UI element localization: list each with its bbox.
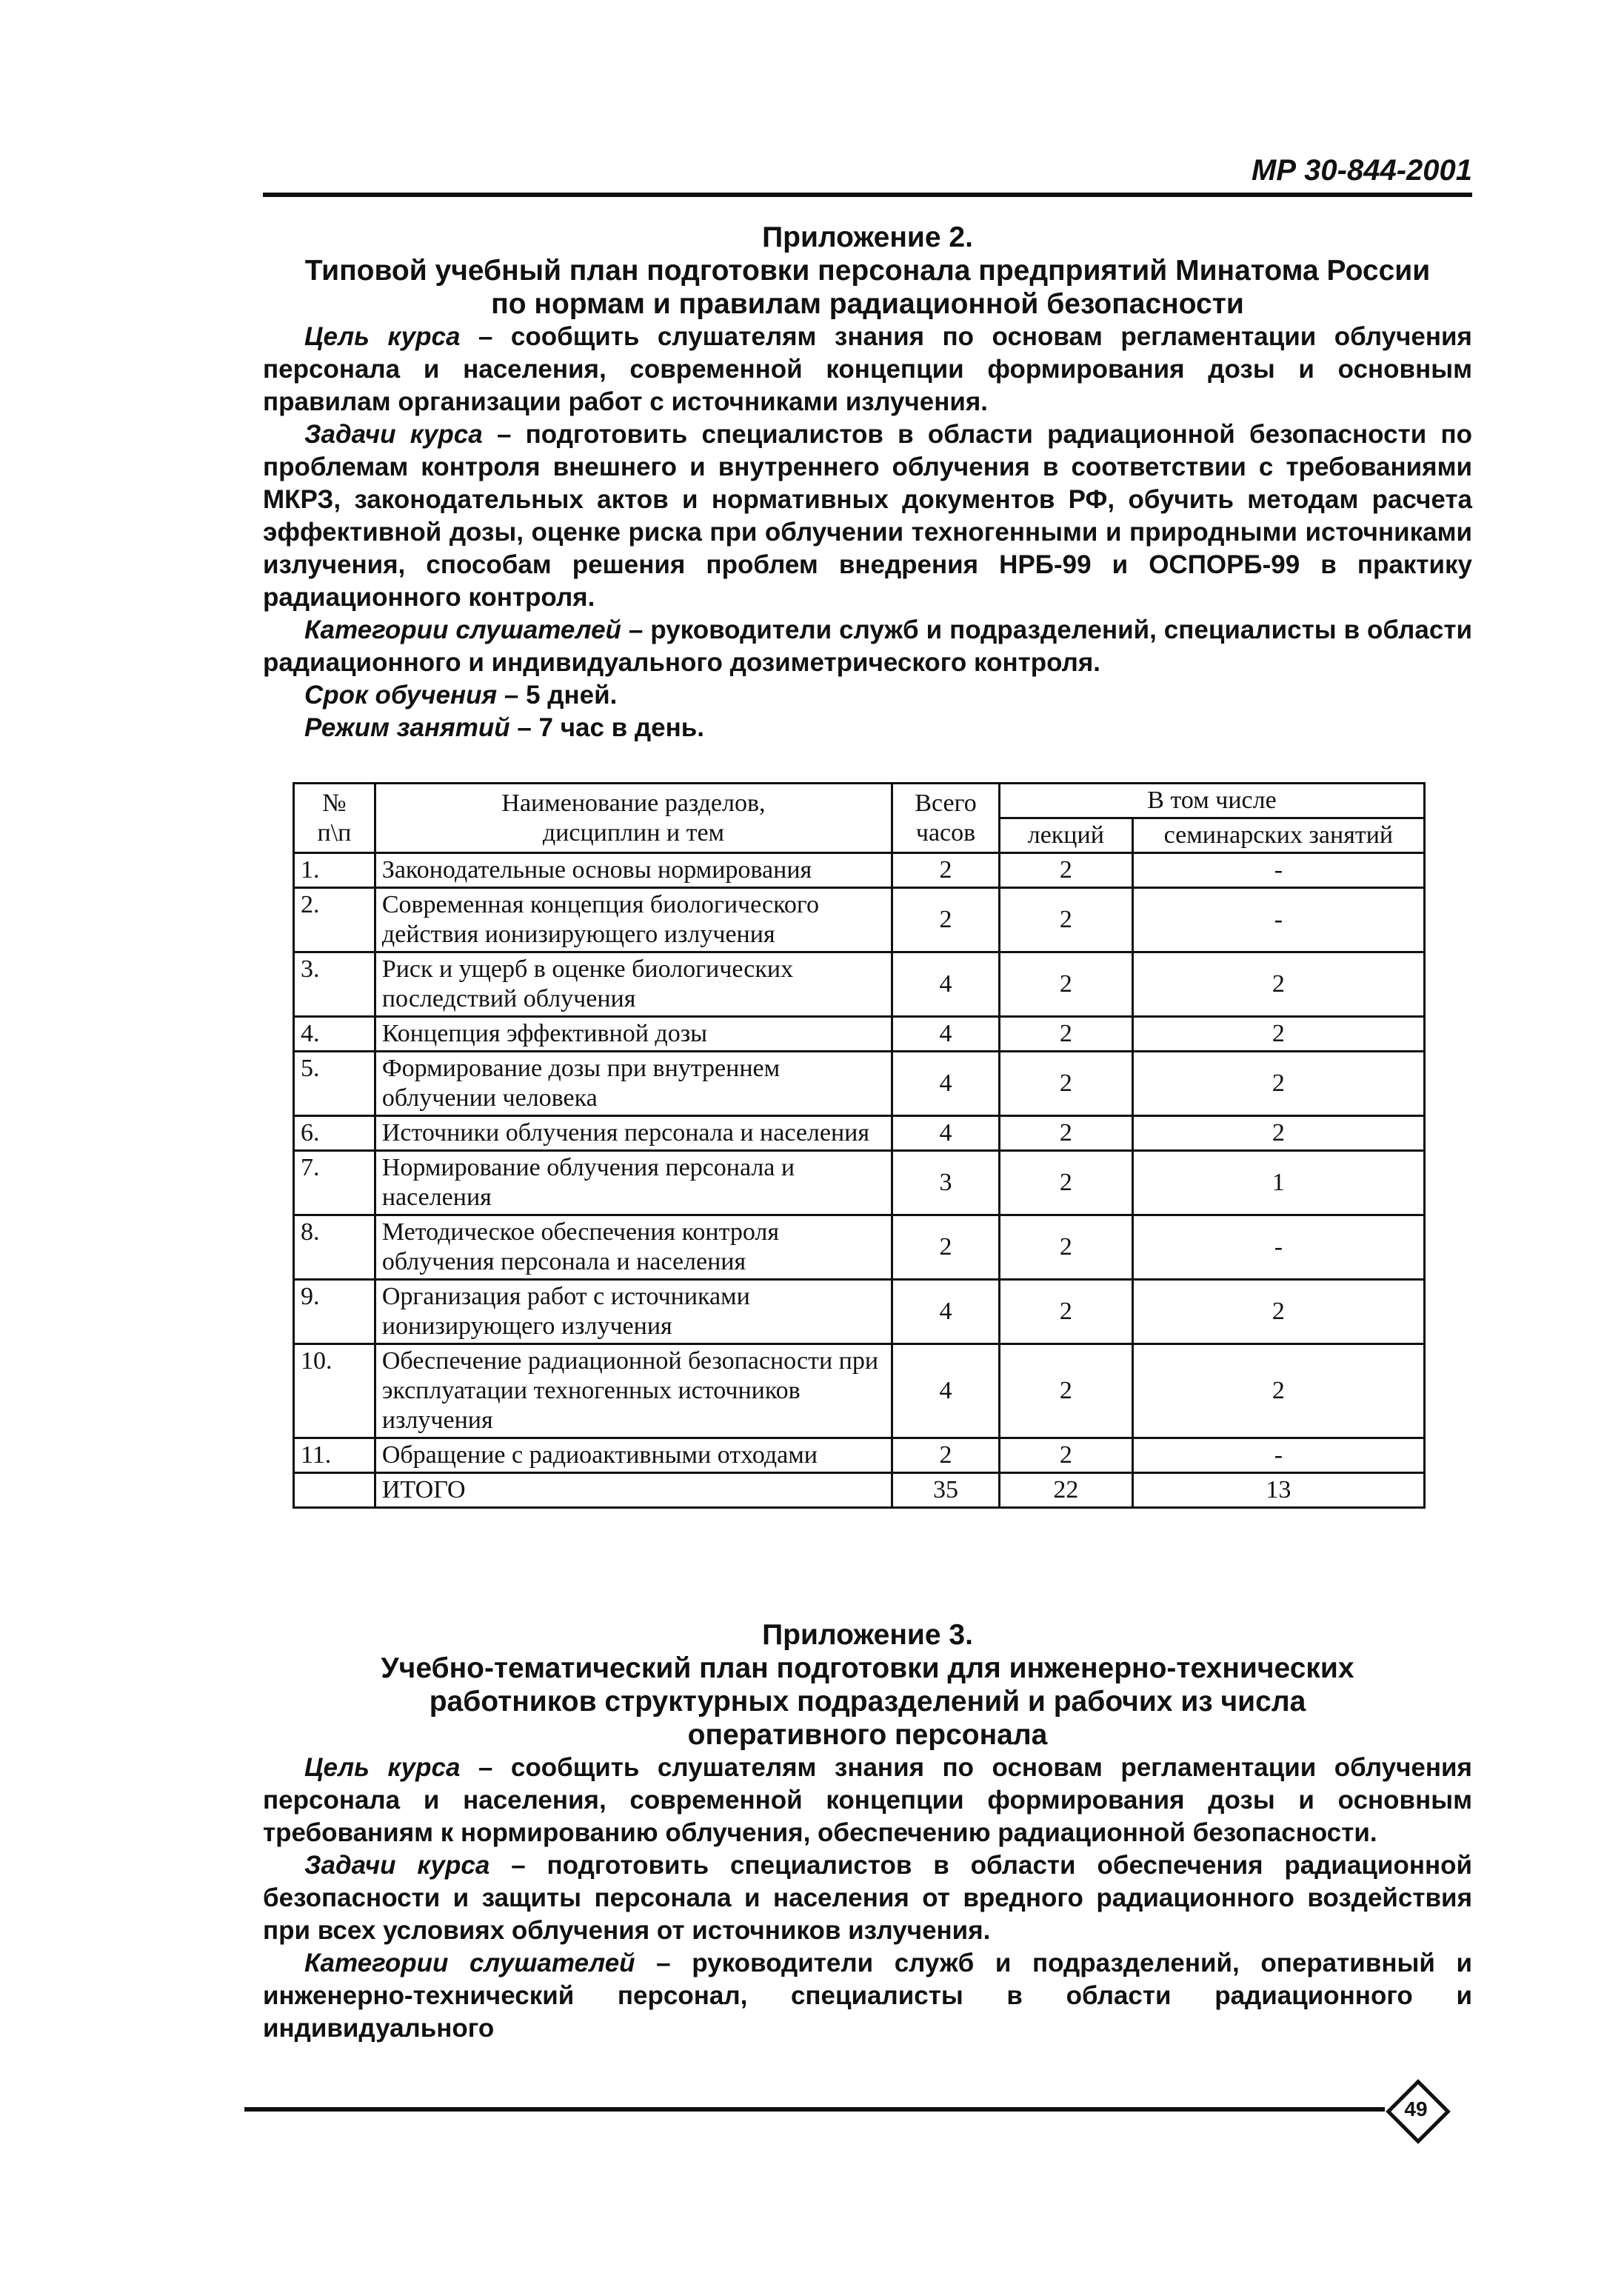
row-total: 4 [892, 1280, 1000, 1344]
table-total-row [294, 1473, 1425, 1508]
table-row [294, 1215, 1425, 1280]
header-including: В том числе [999, 784, 1424, 818]
row-total: 2 [892, 1215, 1000, 1280]
row-num: 6. [294, 1116, 375, 1151]
appendix2-section [263, 221, 1472, 744]
row-total: 4 [892, 1344, 1000, 1438]
row-lectures: 22 [999, 1473, 1132, 1508]
row-seminars: 2 [1132, 1052, 1424, 1116]
tasks-term: Задачи курса [304, 1851, 490, 1880]
duration-text: – 5 дней. [497, 681, 618, 710]
row-num [294, 1473, 375, 1508]
row-lectures: 2 [999, 1438, 1132, 1473]
appendix2-label: Приложение 2. [762, 221, 973, 253]
table-row [294, 1052, 1425, 1116]
row-name: Риск и ущерб в оценке биологических последствий облучения [375, 952, 892, 1017]
row-name: Формирование дозы при внутреннем облучении человека [375, 1052, 892, 1116]
goal-text: – сообщить слушателям знания по основам регламентации облучения персонала и населения, современной концепции формирования дозы и основным требованиям к нормированию облучения, обеспечению радиационной безопасности. [263, 1753, 1472, 1847]
row-num: 3. [294, 952, 375, 1017]
appendix2-tasks [263, 418, 1472, 614]
audience-term: Категории слушателей [304, 615, 621, 644]
table-row [294, 853, 1425, 888]
row-seminars: 1 [1132, 1151, 1424, 1215]
table-row [294, 1438, 1425, 1473]
header-rule [263, 193, 1472, 197]
row-lectures: 2 [999, 853, 1132, 888]
header-name: Наименование разделов, дисциплин и тем [375, 784, 892, 853]
audience-text: – руководители служб и подразделений, специалисты в области радиационного и индивидуального дозиметрического контроля. [263, 615, 1472, 677]
table-row [294, 952, 1425, 1017]
row-total: 35 [892, 1473, 1000, 1508]
header-num: № п\п [294, 784, 375, 853]
appendix2-audience [263, 614, 1472, 679]
appendix3-tasks [263, 1849, 1472, 1947]
row-num: 4. [294, 1017, 375, 1052]
row-num: 9. [294, 1280, 375, 1344]
document-code: МР 30-844-2001 [1252, 154, 1472, 187]
row-lectures: 2 [999, 952, 1132, 1017]
row-name: Источники облучения персонала и населения [375, 1116, 892, 1151]
page-number: 49 [1404, 2097, 1428, 2120]
row-seminars: - [1132, 1215, 1424, 1280]
tasks-text: – подготовить специалистов в области обеспечения радиационной безопасности и защиты персонала и населения от вредного радиационного воздействия при всех условиях облучения от источников излучения. [263, 1851, 1472, 1945]
row-num: 7. [294, 1151, 375, 1215]
row-lectures: 2 [999, 1052, 1132, 1116]
row-name: Нормирование облучения персонала и населения [375, 1151, 892, 1215]
goal-text: – сообщить слушателям знания по основам регламентации облучения персонала и населения, современной концепции формирования дозы и основным правилам организации работ с источниками излучения. [263, 322, 1472, 416]
schedule-term: Режим занятий [304, 713, 510, 742]
curriculum-table [293, 782, 1426, 1509]
appendix2-schedule [263, 712, 1472, 744]
row-total: 2 [892, 1438, 1000, 1473]
row-num: 1. [294, 853, 375, 888]
row-num: 5. [294, 1052, 375, 1116]
table-row [294, 1151, 1425, 1215]
row-seminars: 2 [1132, 952, 1424, 1017]
row-seminars: 2 [1132, 1116, 1424, 1151]
row-seminars: - [1132, 853, 1424, 888]
row-lectures: 2 [999, 1280, 1132, 1344]
row-total: 4 [892, 952, 1000, 1017]
row-total: 3 [892, 1151, 1000, 1215]
tasks-text: – подготовить специалистов в области радиационной безопасности по проблемам контроля внешнего и внутреннего облучения в соответствии с требованиями МКРЗ, законодательных актов и нормативных документов РФ, обучить методам расчета эффективной дозы, оценке риска при облучении техногенными и природными источниками излучения, способам решения проблем внедрения НРБ-99 и ОСПОРБ-99 в практику радиационного контроля. [263, 420, 1472, 612]
row-seminars: 2 [1132, 1344, 1424, 1438]
table-row [294, 1280, 1425, 1344]
duration-term: Срок обучения [304, 681, 498, 710]
appendix3-title-line3: оперативного персонала [687, 1719, 1048, 1751]
goal-term: Цель курса [304, 1753, 461, 1782]
row-name: Современная концепция биологического действия ионизирующего излучения [375, 888, 892, 952]
row-seminars: 2 [1132, 1280, 1424, 1344]
row-seminars: 13 [1132, 1473, 1424, 1508]
tasks-term: Задачи курса [304, 420, 483, 449]
appendix3-audience [263, 1947, 1472, 2045]
appendix3-goal [263, 1752, 1472, 1849]
row-seminars: - [1132, 888, 1424, 952]
row-seminars: - [1132, 1438, 1424, 1473]
footer-rule [244, 2107, 1385, 2112]
row-total: 4 [892, 1116, 1000, 1151]
appendix2-title-line2: по нормам и правилам радиационной безопасности [491, 288, 1244, 320]
appendix2-goal [263, 321, 1472, 418]
table-row [294, 1017, 1425, 1052]
row-lectures: 2 [999, 1116, 1132, 1151]
appendix3-section [263, 1618, 1472, 2045]
row-lectures: 2 [999, 888, 1132, 952]
row-total: 4 [892, 1052, 1000, 1116]
row-total: 2 [892, 888, 1000, 952]
row-total: 4 [892, 1017, 1000, 1052]
row-name: Концепция эффективной дозы [375, 1017, 892, 1052]
row-lectures: 2 [999, 1344, 1132, 1438]
row-name: Методическое обеспечения контроля облучения персонала и населения [375, 1215, 892, 1280]
table-header-row [294, 784, 1425, 818]
row-name: Обращение с радиоактивными отходами [375, 1438, 892, 1473]
row-lectures: 2 [999, 1017, 1132, 1052]
appendix2-duration [263, 679, 1472, 712]
row-name: ИТОГО [375, 1473, 892, 1508]
row-num: 11. [294, 1438, 375, 1473]
header-seminars: семинарских занятий [1132, 818, 1424, 853]
row-seminars: 2 [1132, 1017, 1424, 1052]
header-total: Всего часов [892, 784, 1000, 853]
row-num: 2. [294, 888, 375, 952]
table-row [294, 1344, 1425, 1438]
appendix3-title-line1: Учебно-тематический план подготовки для инженерно-технических [381, 1652, 1354, 1684]
table-body [294, 853, 1425, 1508]
row-total: 2 [892, 853, 1000, 888]
appendix2-title-line1: Типовой учебный план подготовки персонала предприятий Минатома России [304, 255, 1431, 287]
row-lectures: 2 [999, 1215, 1132, 1280]
appendix3-title-line2: работников структурных подразделений и рабочих из числа [429, 1686, 1306, 1718]
audience-term: Категории слушателей [304, 1949, 635, 1977]
table-row [294, 888, 1425, 952]
row-num: 10. [294, 1344, 375, 1438]
appendix3-label: Приложение 3. [762, 1619, 973, 1651]
page-number-badge [1385, 2078, 1447, 2140]
row-name: Законодательные основы нормирования [375, 853, 892, 888]
row-name: Обеспечение радиационной безопасности при эксплуатации техногенных источников излучения [375, 1344, 892, 1438]
schedule-text: – 7 час в день. [509, 713, 704, 742]
row-num: 8. [294, 1215, 375, 1280]
row-lectures: 2 [999, 1151, 1132, 1215]
header-lectures: лекций [999, 818, 1132, 853]
goal-term: Цель курса [304, 322, 461, 351]
row-name: Организация работ с источниками ионизирующего излучения [375, 1280, 892, 1344]
table-row [294, 1116, 1425, 1151]
audience-text: – руководители служб и подразделений, оперативный и инженерно-технический персонал, специалисты в области радиационного и индивидуального [263, 1949, 1472, 2043]
